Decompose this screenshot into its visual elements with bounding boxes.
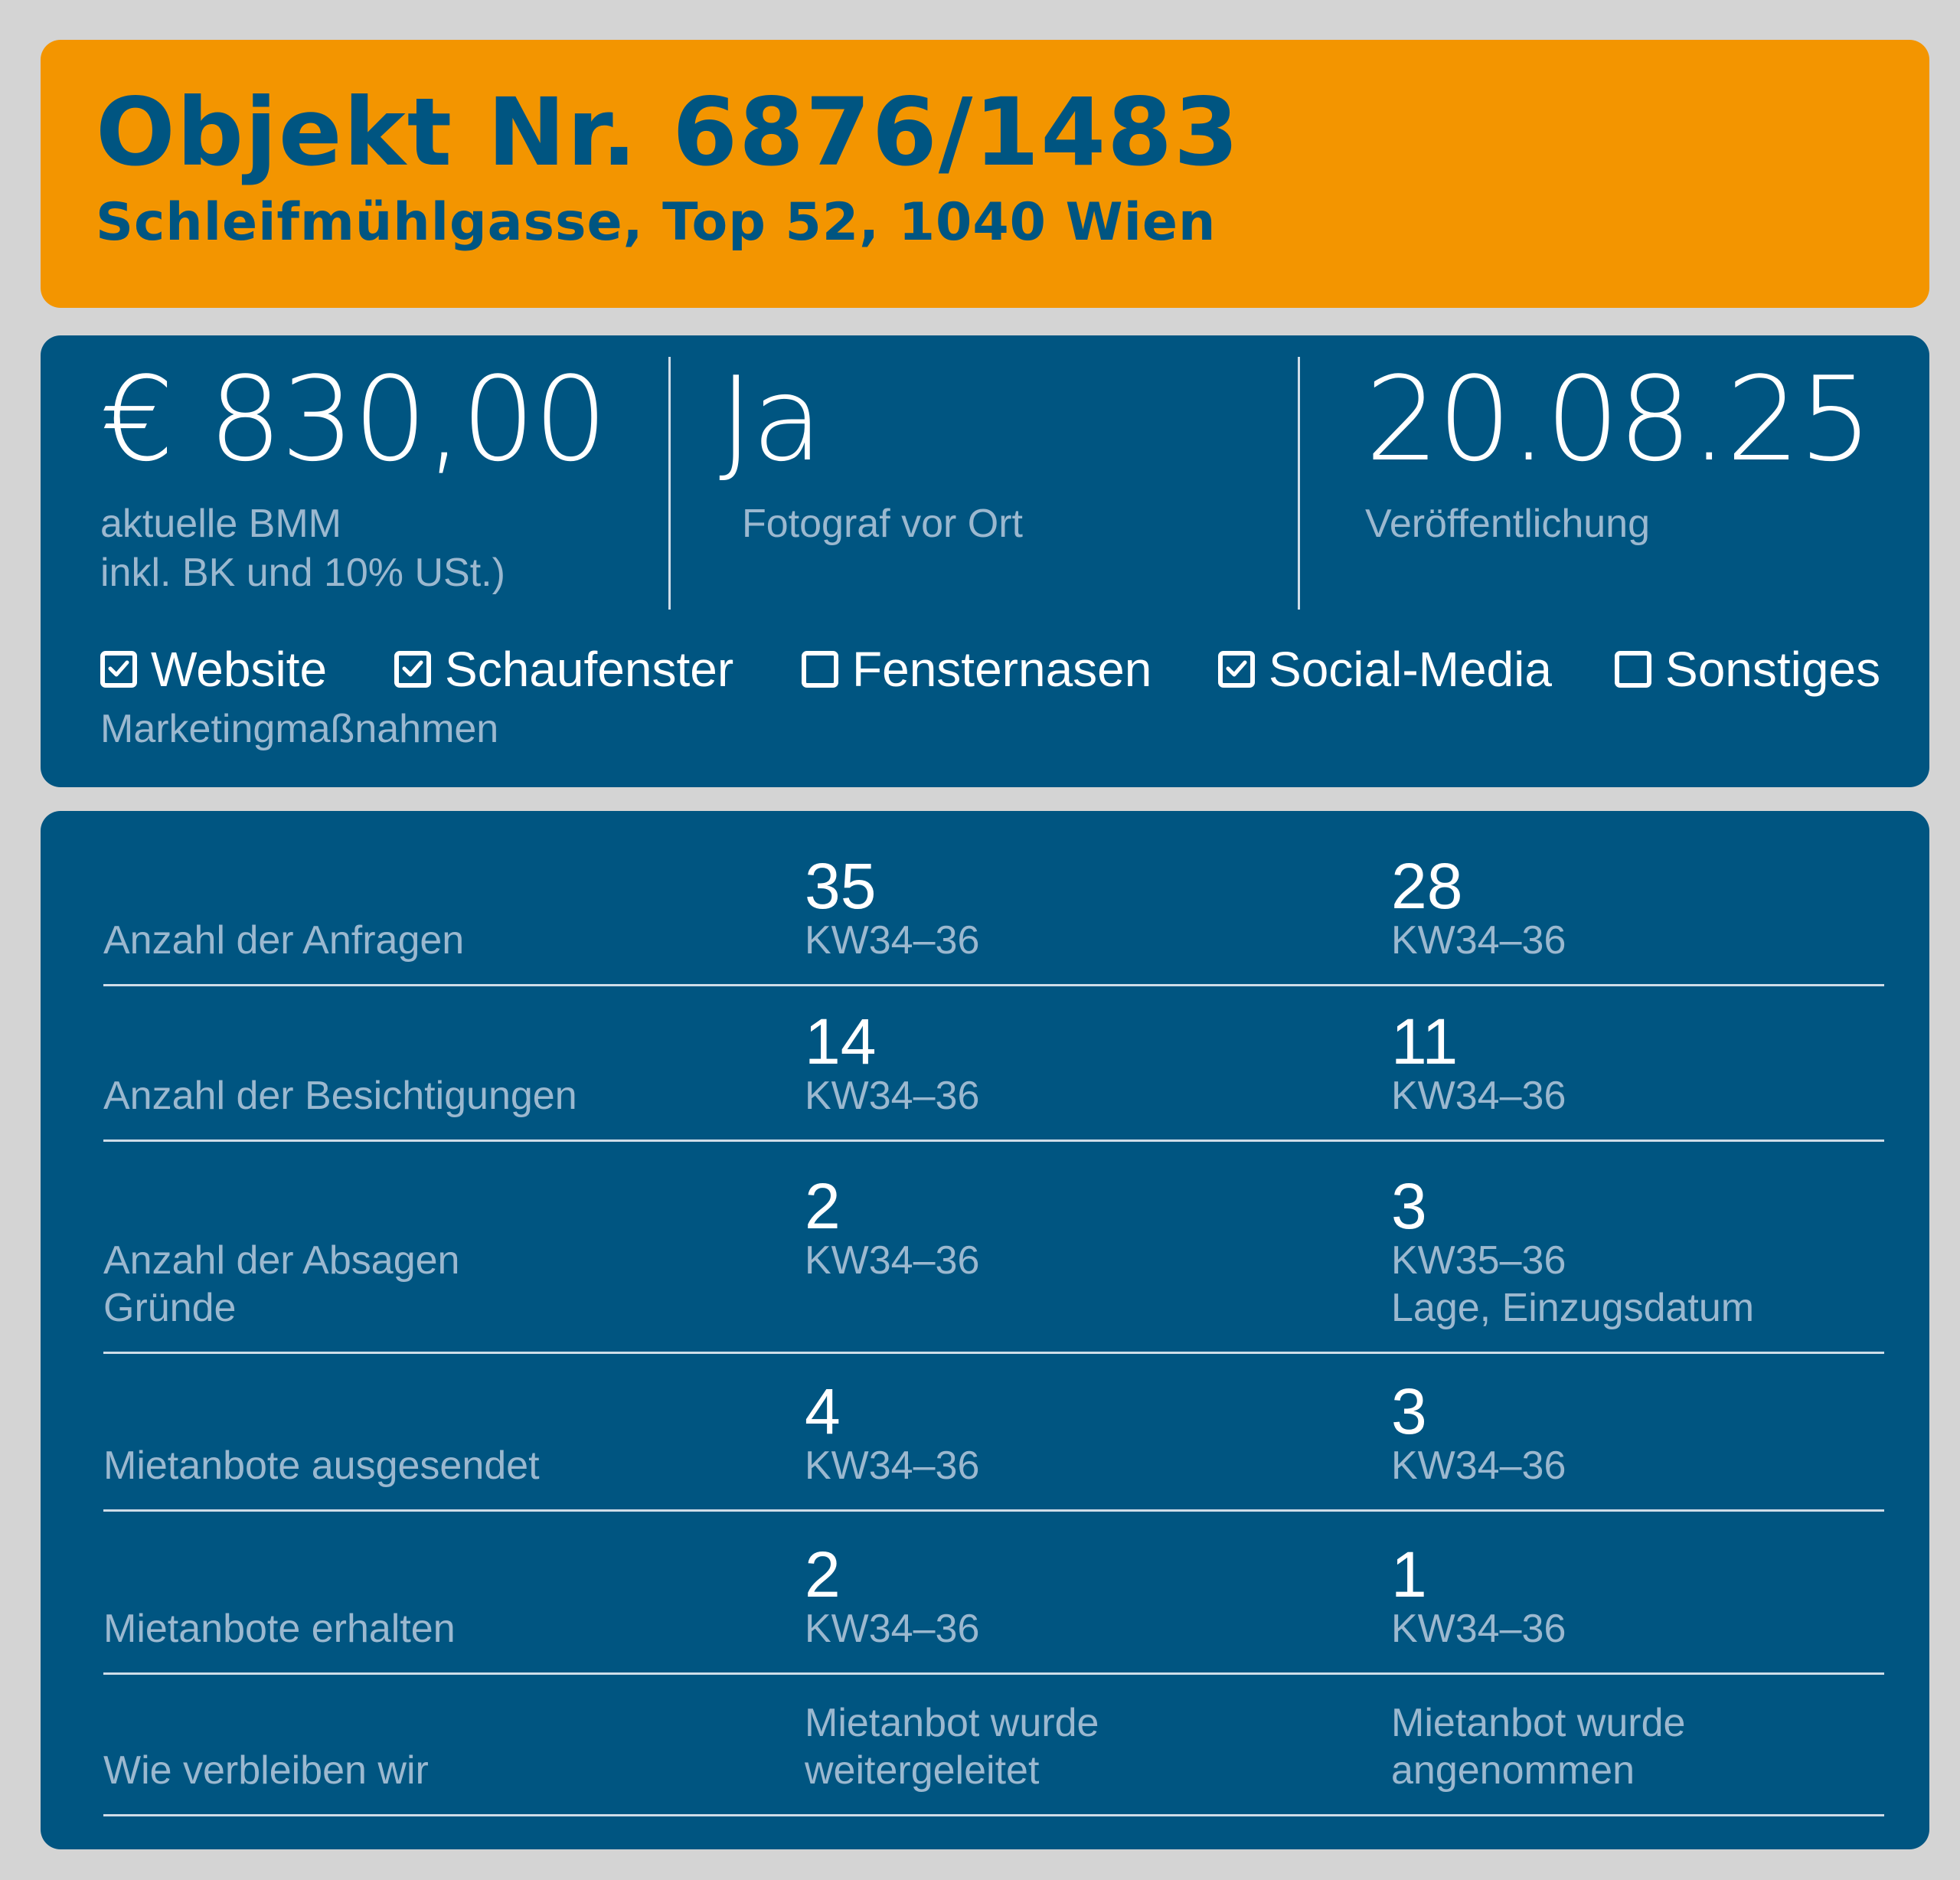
cell-period-1 (805, 1170, 980, 1284)
marketing-checklist (100, 639, 1929, 700)
cell-sub: KW34–36 (805, 1607, 980, 1651)
checkbox-empty-icon[interactable] (802, 651, 838, 688)
cell-value: 1 (1391, 1538, 1427, 1610)
row-label: Anzahl der Anfragen (103, 918, 465, 963)
cell-period-1 (805, 850, 980, 964)
cell-sub: KW35–36 Lage, Einzugsdatum (1391, 1238, 1755, 1330)
row-label: Anzahl der Absagen Gründe (103, 1238, 460, 1330)
cell-value: 3 (1391, 1170, 1427, 1242)
summary-panel (41, 335, 1929, 787)
checkbox-checked-icon[interactable] (394, 651, 431, 688)
row-label: Mietanbote erhalten (103, 1607, 456, 1651)
table-row (103, 1142, 1884, 1354)
marketing-item-fensternasen[interactable] (802, 639, 1152, 700)
photographer-value: Ja (719, 351, 822, 487)
cell-sub: KW34–36 (805, 1074, 980, 1118)
publication-kpi (1365, 335, 1901, 611)
cell-period-1 (805, 1375, 980, 1489)
cell-sub: KW34–36 (805, 1238, 980, 1283)
cell-sub: Mietanbot wurde weitergeleitet (805, 1701, 1099, 1793)
cell-sub: KW34–36 (805, 1444, 980, 1488)
cell-value: 35 (805, 850, 877, 922)
cell-sub: KW34–36 (1391, 918, 1566, 963)
marketing-item-label: Sonstiges (1665, 642, 1881, 697)
row-label: Mietanbote ausgesendet (103, 1444, 540, 1488)
cell-sub: KW34–36 (805, 918, 980, 963)
checkbox-checked-icon[interactable] (100, 651, 137, 688)
cell-sub: Mietanbot wurde angenommen (1391, 1701, 1686, 1793)
table-row (103, 1354, 1884, 1512)
cell-period-1 (805, 1538, 980, 1653)
kpi-divider (668, 357, 671, 610)
stats-panel (41, 811, 1929, 1849)
rent-label: aktuelle BMM inkl. BK und 10% USt.) (100, 502, 505, 595)
table-row (103, 1512, 1884, 1675)
cell-sub: KW34–36 (1391, 1607, 1566, 1651)
checkbox-checked-icon[interactable] (1218, 651, 1255, 688)
photographer-label: Fotograf vor Ort (742, 502, 1023, 546)
photographer-kpi (719, 335, 1324, 611)
marketing-item-label: Social-Media (1269, 642, 1552, 697)
cell-period-2 (1391, 1005, 1566, 1120)
checkbox-empty-icon[interactable] (1615, 651, 1651, 688)
cell-period-2 (1391, 1538, 1566, 1653)
rent-kpi (100, 335, 697, 611)
cell-period-2 (1391, 850, 1566, 964)
marketing-item-label: Fensternasen (852, 642, 1152, 697)
cell-period-2 (1391, 1375, 1566, 1489)
cell-period-1 (805, 1699, 1099, 1794)
marketing-item-label: Schaufenster (445, 642, 734, 697)
cell-value: 28 (1391, 850, 1463, 922)
header-banner (41, 40, 1929, 308)
marketing-item-label: Website (151, 642, 328, 697)
marketing-item-schaufenster[interactable] (394, 639, 733, 700)
cell-period-2 (1391, 1170, 1755, 1332)
publication-value: 20.08.25 (1365, 351, 1871, 487)
rent-value: € 830,00 (100, 351, 606, 487)
marketing-item-social-media[interactable] (1218, 639, 1552, 700)
table-row (103, 1675, 1884, 1816)
object-address: Schleifmühlgasse, Top 52, 1040 Wien (96, 192, 1217, 253)
table-row (103, 986, 1884, 1142)
cell-value: 4 (805, 1375, 841, 1447)
cell-value: 2 (805, 1538, 841, 1610)
object-title: Objekt Nr. 6876/1483 (96, 78, 1240, 187)
cell-value: 11 (1391, 1005, 1459, 1077)
publication-label: Veröffentlichung (1365, 502, 1650, 546)
row-label: Wie verbleiben wir (103, 1748, 429, 1793)
cell-sub: KW34–36 (1391, 1074, 1566, 1118)
marketing-item-sonstiges[interactable] (1615, 639, 1880, 700)
cell-period-2 (1391, 1699, 1685, 1794)
marketing-caption: Marketingmaßnahmen (100, 707, 499, 751)
cell-value: 2 (805, 1170, 841, 1242)
cell-period-1 (805, 1005, 980, 1120)
cell-sub: KW34–36 (1391, 1444, 1566, 1488)
row-label: Anzahl der Besichtigungen (103, 1074, 577, 1118)
marketing-item-website[interactable] (100, 639, 327, 700)
cell-value: 14 (805, 1005, 877, 1077)
cell-value: 3 (1391, 1375, 1427, 1447)
table-row (103, 842, 1884, 986)
kpi-divider (1298, 357, 1300, 610)
